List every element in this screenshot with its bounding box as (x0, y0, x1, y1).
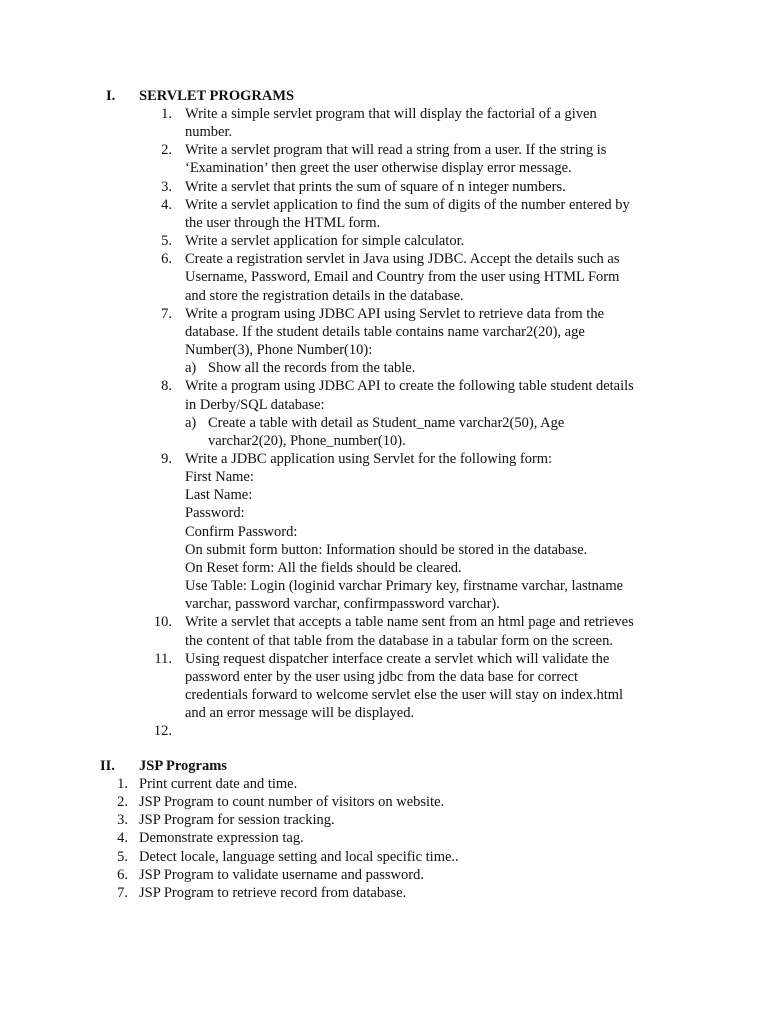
list-item-number: 9. (161, 450, 172, 467)
list-item-number: 6. (161, 251, 172, 268)
sub-list-item-letter: a) (185, 414, 197, 431)
list-item-text: in Derby/SQL database: (185, 396, 325, 413)
list-item-text: Create a registration servlet in Java using JDBC. Accept the details such as (185, 251, 620, 268)
section-1-numeral: I. (106, 88, 116, 104)
list-item-text: Write a servlet application for simple calculator. (185, 233, 465, 250)
list-item (114, 848, 614, 866)
list-item-text: First Name: (185, 469, 254, 486)
list-item-text: Write a program using JDBC API to create the following table student details (185, 378, 634, 395)
list-item-number: 8. (161, 378, 172, 395)
list-item-text: Confirm Password: (185, 523, 298, 540)
section-2-numeral: II. (100, 758, 115, 774)
section-2-title: JSP Programs (139, 758, 227, 774)
list-item (160, 377, 680, 450)
servlet-program-list (153, 105, 680, 740)
list-item-text: Number(3), Phone Number(10): (185, 342, 373, 359)
list-item (160, 305, 680, 378)
sub-list-item-text: varchar2(20), Phone_number(10). (208, 432, 406, 449)
list-item-text: Detect locale, language setting and local specific time.. (139, 848, 459, 865)
list-item-text: Using request dispatcher interface create a servlet which will validate the (185, 650, 610, 667)
list-item-number: 10. (153, 614, 172, 631)
list-item-text: ‘Examination’ then greet the user otherwise display error message. (185, 160, 572, 177)
list-item (153, 722, 680, 740)
list-item-text: the content of that table from the database in a tabular form on the screen. (185, 632, 613, 649)
list-item-text: Write a simple servlet program that will display the factorial of a given (185, 106, 597, 122)
list-item-text: database. If the student details table contains name varchar2(20), age (185, 323, 585, 340)
list-item-number: 1. (161, 106, 172, 122)
list-item-text: Write a JDBC application using Servlet for the following form: (185, 450, 553, 467)
list-item-number: 12. (153, 723, 172, 740)
list-item (114, 829, 614, 847)
list-item-number: 7. (117, 884, 128, 901)
list-item (114, 775, 614, 793)
list-item (114, 793, 614, 811)
list-item (114, 811, 614, 829)
list-item-number: 7. (161, 305, 172, 322)
list-item-text: Print current date and time. (139, 776, 298, 792)
list-item (154, 650, 680, 723)
list-item-number: 4. (117, 830, 128, 847)
list-item-number: 5. (117, 848, 128, 865)
list-item-text: Username, Password, Email and Country from the user using HTML Form (185, 269, 620, 286)
list-item-number: 11. (154, 650, 172, 667)
list-item (160, 250, 680, 304)
jsp-program-list (114, 775, 614, 902)
sub-list-item (185, 359, 680, 377)
list-item-text: number. (185, 124, 233, 141)
list-item-text: the user through the HTML form. (185, 214, 381, 231)
list-item-number: 2. (161, 142, 172, 159)
list-item-text: On Reset form: All the fields should be cleared. (185, 559, 462, 576)
list-item-number: 4. (161, 196, 172, 213)
sub-list-item (185, 414, 680, 450)
list-item-text: Write a servlet application to find the sum of digits of the number entered by (185, 196, 630, 213)
list-item-text: JSP Program for session tracking. (139, 812, 335, 829)
list-item-number: 2. (117, 794, 128, 811)
list-item-number: 3. (161, 178, 172, 195)
list-item-text: credentials forward to welcome servlet else the user will stay on index.html (185, 687, 624, 703)
list-item (160, 232, 680, 250)
sub-list-item-text: Show all the records from the table. (208, 360, 416, 377)
list-item-number: 5. (161, 233, 172, 250)
list-item-number: 1. (117, 776, 128, 792)
list-item (153, 613, 680, 649)
sub-list-item-text: Create a table with detail as Student_name varchar2(50), Age (208, 414, 565, 431)
list-item-text: Password: (185, 505, 245, 522)
list-item-text: On submit form button: Information should be stored in the database. (185, 541, 588, 558)
list-item (160, 141, 680, 177)
list-item-text (185, 722, 680, 740)
list-item-text: Use Table: Login (loginid varchar Primary key, firstname varchar, lastname (185, 578, 624, 595)
list-item-text: password enter by the user using jdbc from the data base for correct (185, 668, 578, 685)
list-item-text: and an error message will be displayed. (185, 705, 415, 722)
list-item-text: Write a servlet program that will read a string from a user. If the string is (185, 142, 607, 159)
list-item-text: Demonstrate expression tag. (139, 830, 304, 847)
list-item-text: JSP Program to validate username and password. (139, 866, 424, 883)
list-item-text: Last Name: (185, 487, 253, 504)
list-item-text: JSP Program to retrieve record from database. (139, 884, 407, 901)
list-item (114, 866, 614, 884)
list-item-number: 6. (117, 866, 128, 883)
list-item (114, 884, 614, 902)
list-item-number: 3. (117, 812, 128, 829)
list-item (160, 196, 680, 232)
list-item (160, 178, 680, 196)
list-item-text: Write a servlet that accepts a table name sent from an html page and retrieves (185, 614, 634, 631)
list-item-text: Write a servlet that prints the sum of square of n integer numbers. (185, 178, 566, 195)
list-item-text: and store the registration details in the database. (185, 287, 464, 304)
list-item-text: Write a program using JDBC API using Servlet to retrieve data from the (185, 305, 605, 322)
list-item (160, 105, 680, 141)
sub-list-item-letter: a) (185, 360, 197, 377)
list-item-text: varchar, password varchar, confirmpassword varchar). (185, 596, 500, 613)
list-item-text: JSP Program to count number of visitors on website. (139, 794, 445, 811)
list-item (160, 450, 680, 613)
section-1-title: SERVLET PROGRAMS (139, 88, 295, 104)
